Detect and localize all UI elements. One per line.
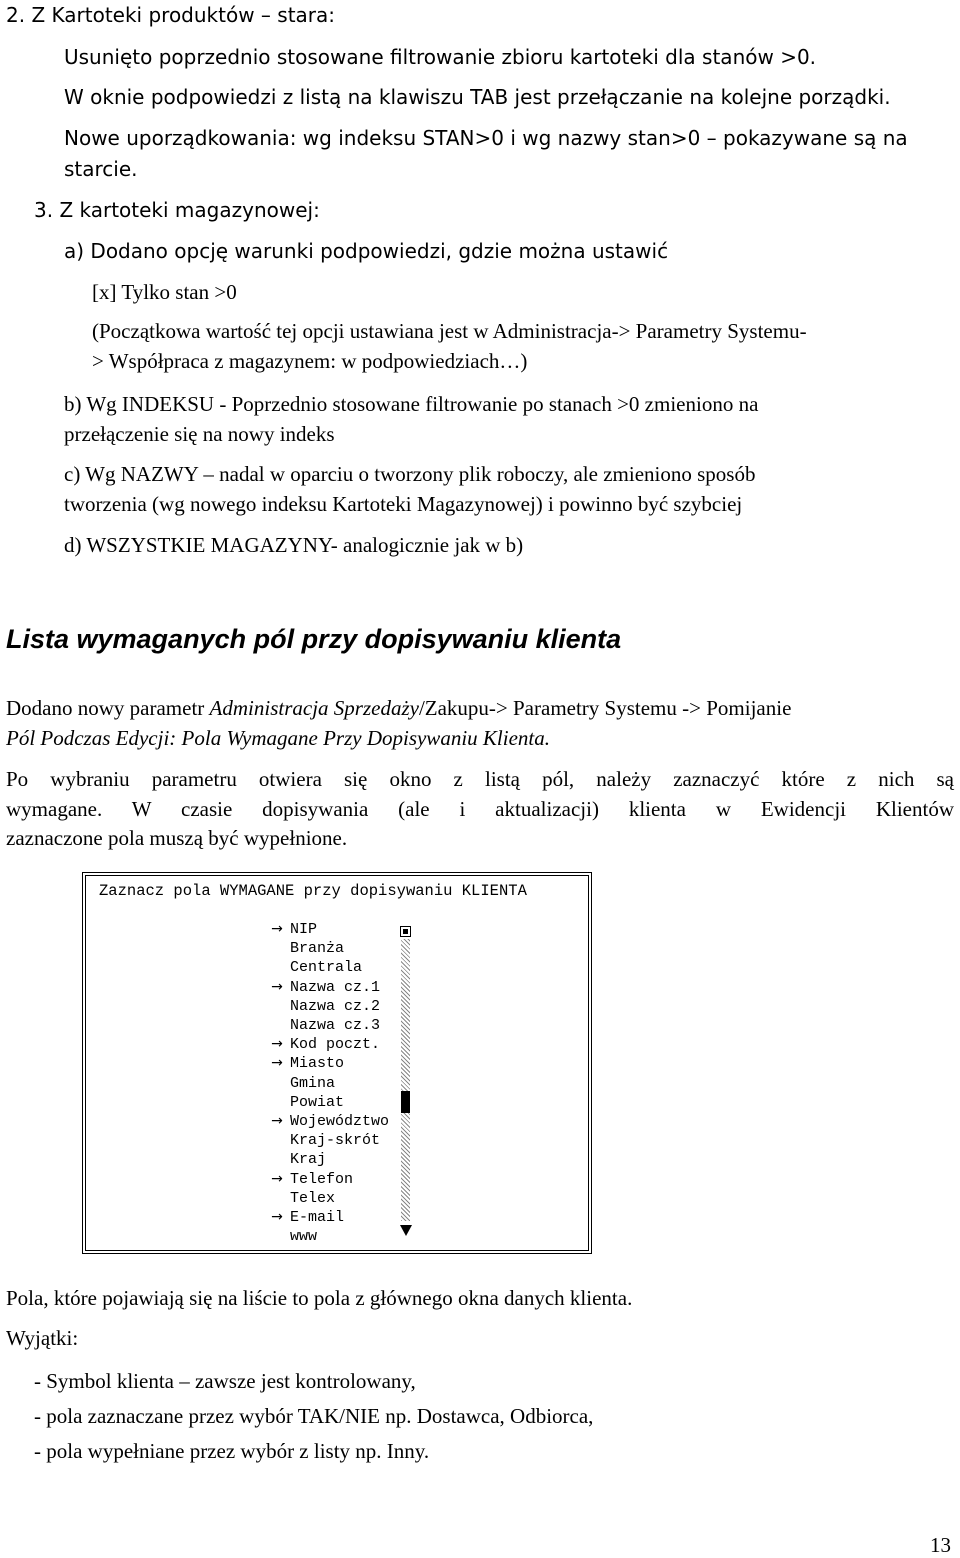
section-3-item-b: b) Wg INDEKSU - Poprzednio stosowane filtrowanie po stanach >0 zmieniono na xyxy=(64,392,759,416)
field-option-label: Telefon xyxy=(290,1170,354,1188)
section-3-option: [x] Tylko stan >0 xyxy=(92,280,237,304)
field-option-label: E-mail xyxy=(290,1209,345,1226)
description-line: Po wybraniu parametru otwiera się okno z listą pól, należy zaznaczyć które z nich są xyxy=(6,767,954,791)
exception-item: - pola wypełniane przez wybór z listy np. Inny. xyxy=(34,1439,430,1463)
section-2-line: W oknie podpowiedzi z listą na klawiszu TAB jest przełączanie na kolejne porządki. xyxy=(64,85,891,109)
section-heading: Lista wymaganych pól przy dopisywaniu klienta xyxy=(6,624,622,654)
field-option-label: www xyxy=(290,1228,318,1246)
selected-arrow-icon: → xyxy=(271,1113,283,1129)
selected-arrow-icon: → xyxy=(271,921,283,937)
field-option-label: Kod poczt. xyxy=(290,1036,381,1054)
field-option-label: NIP xyxy=(290,921,318,938)
field-option-label: Nazwa cz.3 xyxy=(290,1017,381,1034)
section-2-heading: 2. Z Kartoteki produktów – stara: xyxy=(6,3,336,27)
scrollbar-track[interactable] xyxy=(401,939,410,1221)
field-option-label: Kraj xyxy=(290,1151,327,1169)
section-3-item-b: przełączenie się na nowy indeks xyxy=(64,422,335,446)
scroll-down-arrow-icon[interactable] xyxy=(400,1225,412,1236)
exception-item: - pola zaznaczane przez wybór TAK/NIE np. Dostawca, Odbiorca, xyxy=(34,1404,594,1428)
param-path-italic: Administracja Sprzedaży xyxy=(209,696,419,720)
param-name: Pól Podczas Edycji: Pola Wymagane Przy Dopisywaniu Klienta. xyxy=(6,726,550,750)
field-option-label: Branża xyxy=(290,940,345,958)
scrollbar-thumb[interactable] xyxy=(401,1091,410,1113)
field-option-label: Nazwa cz.2 xyxy=(290,997,381,1015)
section-3-note: > Współpraca z magazynem: w podpowiedziach…) xyxy=(92,349,528,373)
param-path: /Zakupu-> Parametry Systemu -> Pomijanie xyxy=(418,696,792,720)
field-option-label: Telex xyxy=(290,1189,336,1207)
selected-arrow-icon: → xyxy=(271,1055,283,1072)
after-paragraph: Pola, które pojawiają się na liście to pola z głównego okna danych klienta. xyxy=(6,1286,633,1310)
field-option-label: Gmina xyxy=(290,1074,336,1092)
field-option-label: Kraj-skrót xyxy=(290,1132,381,1150)
selected-arrow-icon: → xyxy=(271,1170,283,1187)
section-2-line: Usunięto poprzednio stosowane filtrowanie zbioru kartoteki dla stanów >0. xyxy=(64,45,817,69)
exception-item: - Symbol klienta – zawsze jest kontrolowany, xyxy=(34,1369,416,1393)
section-3-item-d: d) WSZYSTKIE MAGAZYNY- analogicznie jak w b) xyxy=(64,533,524,557)
param-text: Dodano nowy parametr xyxy=(6,696,210,720)
section-3-heading: 3. Z kartoteki magazynowej: xyxy=(34,198,320,222)
description-line: wymagane. W czasie dopisywania (ale i aktualizacji) klienta w Ewidencji Klientów xyxy=(6,797,954,821)
field-option-label: Centrala xyxy=(290,959,363,977)
dialog-title: Zaznacz pola WYMAGANE przy dopisywaniu KLIENTA xyxy=(99,882,527,900)
section-3-item-c: c) Wg NAZWY – nadal w oparciu o tworzony plik roboczy, ale zmieniono sposób xyxy=(64,462,756,486)
selected-arrow-icon: → xyxy=(271,1036,283,1053)
field-option-label: Powiat xyxy=(290,1093,345,1111)
section-3-note: (Początkowa wartość tej opcji ustawiana jest w Administracja-> Parametry Systemu- xyxy=(92,319,807,343)
selected-arrow-icon: → xyxy=(271,978,283,995)
section-2-line: starcie. xyxy=(64,157,138,181)
page-number: 13 xyxy=(930,1533,951,1557)
section-3-item-c: tworzenia (wg nowego indeksu Kartoteki Magazynowej) i powinno być szybciej xyxy=(64,492,743,516)
required-fields-dialog xyxy=(82,872,592,1254)
description-line: zaznaczone pola muszą być wypełnione. xyxy=(6,826,348,850)
field-option-label: Miasto xyxy=(290,1055,345,1073)
field-option-label: Województwo xyxy=(290,1113,390,1130)
field-option-label: Nazwa cz.1 xyxy=(290,978,381,996)
scrollbar-top-marker[interactable] xyxy=(400,926,411,937)
exceptions-label: Wyjątki: xyxy=(6,1326,79,1350)
selected-arrow-icon: → xyxy=(271,1209,283,1225)
section-3-item-a: a) Dodano opcję warunki podpowiedzi, gdzie można ustawić xyxy=(64,239,669,263)
section-2-line: Nowe uporządkowania: wg indeksu STAN>0 i wg nazwy stan>0 – pokazywane są na xyxy=(64,126,908,150)
param-paragraph xyxy=(6,695,791,721)
